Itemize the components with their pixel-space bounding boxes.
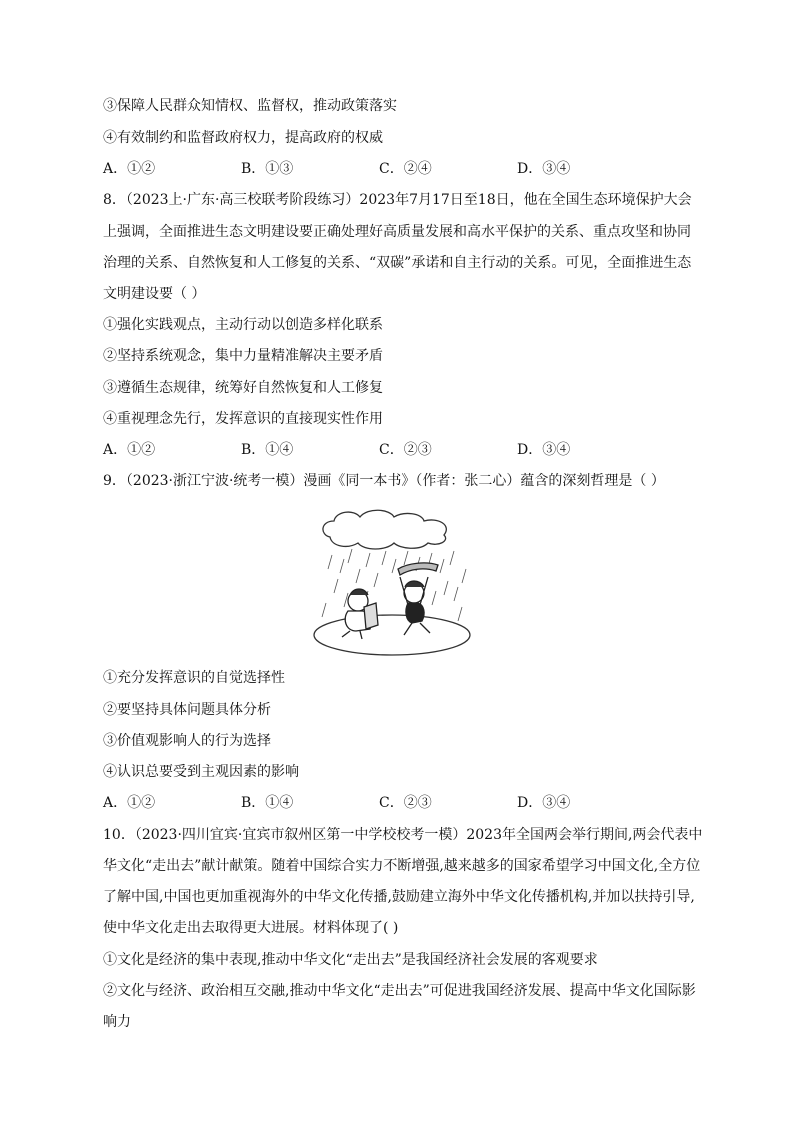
q9-statement-2: ②要坚持具体问题具体分析 xyxy=(103,702,271,718)
option-c: C．②③ xyxy=(379,795,432,811)
option-c: C．②④ xyxy=(379,161,432,177)
option-d: D．③④ xyxy=(517,442,571,458)
q8-stem-line-4: 文明建设要（ ） xyxy=(103,286,206,302)
option-a: A．①② xyxy=(103,442,156,458)
option-d: D．③④ xyxy=(517,161,571,177)
option-b: B．①④ xyxy=(241,442,294,458)
q10-statement-2: ②文化与经济、政治相互交融,推动中华文化“走出去”可促进我国经济发展、提高中华文化国际影 xyxy=(103,983,696,999)
q8-statement-4: ④重视理念先行，发挥意识的直接现实性作用 xyxy=(103,411,383,427)
q10-statement-2-cont: 响力 xyxy=(103,1014,131,1030)
prev-statement-3: ③保障人民群众知情权、监督权，推动政策落实 xyxy=(103,98,397,114)
q10-stem-line-4: 使中华文化走出去取得更大进展。材料体现了( ) xyxy=(103,920,399,936)
option-a: A．①② xyxy=(103,161,156,177)
q10-stem-line-3: 了解中国,中国也更加重视海外的中华文化传播,鼓励建立海外中华文化传播机构,并加以扶持引导, xyxy=(103,889,695,905)
option-c: C．②③ xyxy=(379,442,432,458)
option-a: A．①② xyxy=(103,795,156,811)
q9-statement-3: ③价值观影响人的行为选择 xyxy=(103,733,271,749)
q8-statement-2: ②坚持系统观念，集中力量精准解决主要矛盾 xyxy=(103,348,383,364)
q8-stem-line-1: 8．（2023上·广东·高三校联考阶段练习）2023年7月17日至18日，他在全国生态环境保护大会 xyxy=(103,192,692,208)
option-b: B．①④ xyxy=(241,795,294,811)
option-d: D．③④ xyxy=(517,795,571,811)
q8-statement-1: ①强化实践观点，主动行动以创造多样化联系 xyxy=(103,317,383,333)
cartoon-same-book xyxy=(312,507,478,659)
q8-statement-3: ③遵循生态规律，统筹好自然恢复和人工修复 xyxy=(103,380,383,396)
q9-statement-4: ④认识总要受到主观因素的影响 xyxy=(103,764,299,780)
prev-statement-4: ④有效制约和监督政府权力，提高政府的权威 xyxy=(103,130,383,146)
option-b: B．①③ xyxy=(241,161,294,177)
q8-stem-line-3: 治理的关系、自然恢复和人工修复的关系、“双碳”承诺和自主行动的关系。可见，全面推进生态 xyxy=(103,255,692,271)
q10-stem-line-2: 华文化“走出去”献计献策。随着中国综合实力不断增强,越来越多的国家希望学习中国文化,全方位 xyxy=(103,858,701,874)
q10-statement-1: ①文化是经济的集中表现,推动中华文化“走出去”是我国经济社会发展的客观要求 xyxy=(103,952,598,968)
q9-stem: 9．（2023·浙江宁波·统考一模）漫画《同一本书》（作者：张二心）蕴含的深刻哲理是（ ） xyxy=(103,473,665,489)
q8-stem-line-2: 上强调，全面推进生态文明建设要正确处理好高质量发展和高水平保护的关系、重点攻坚和协同 xyxy=(103,224,691,240)
q9-statement-1: ①充分发挥意识的自觉选择性 xyxy=(103,670,285,686)
q10-stem-line-1: 10．（2023·四川宜宾·宜宾市叙州区第一中学校校考一模）2023年全国两会举行期间,两会代表中 xyxy=(103,827,703,843)
